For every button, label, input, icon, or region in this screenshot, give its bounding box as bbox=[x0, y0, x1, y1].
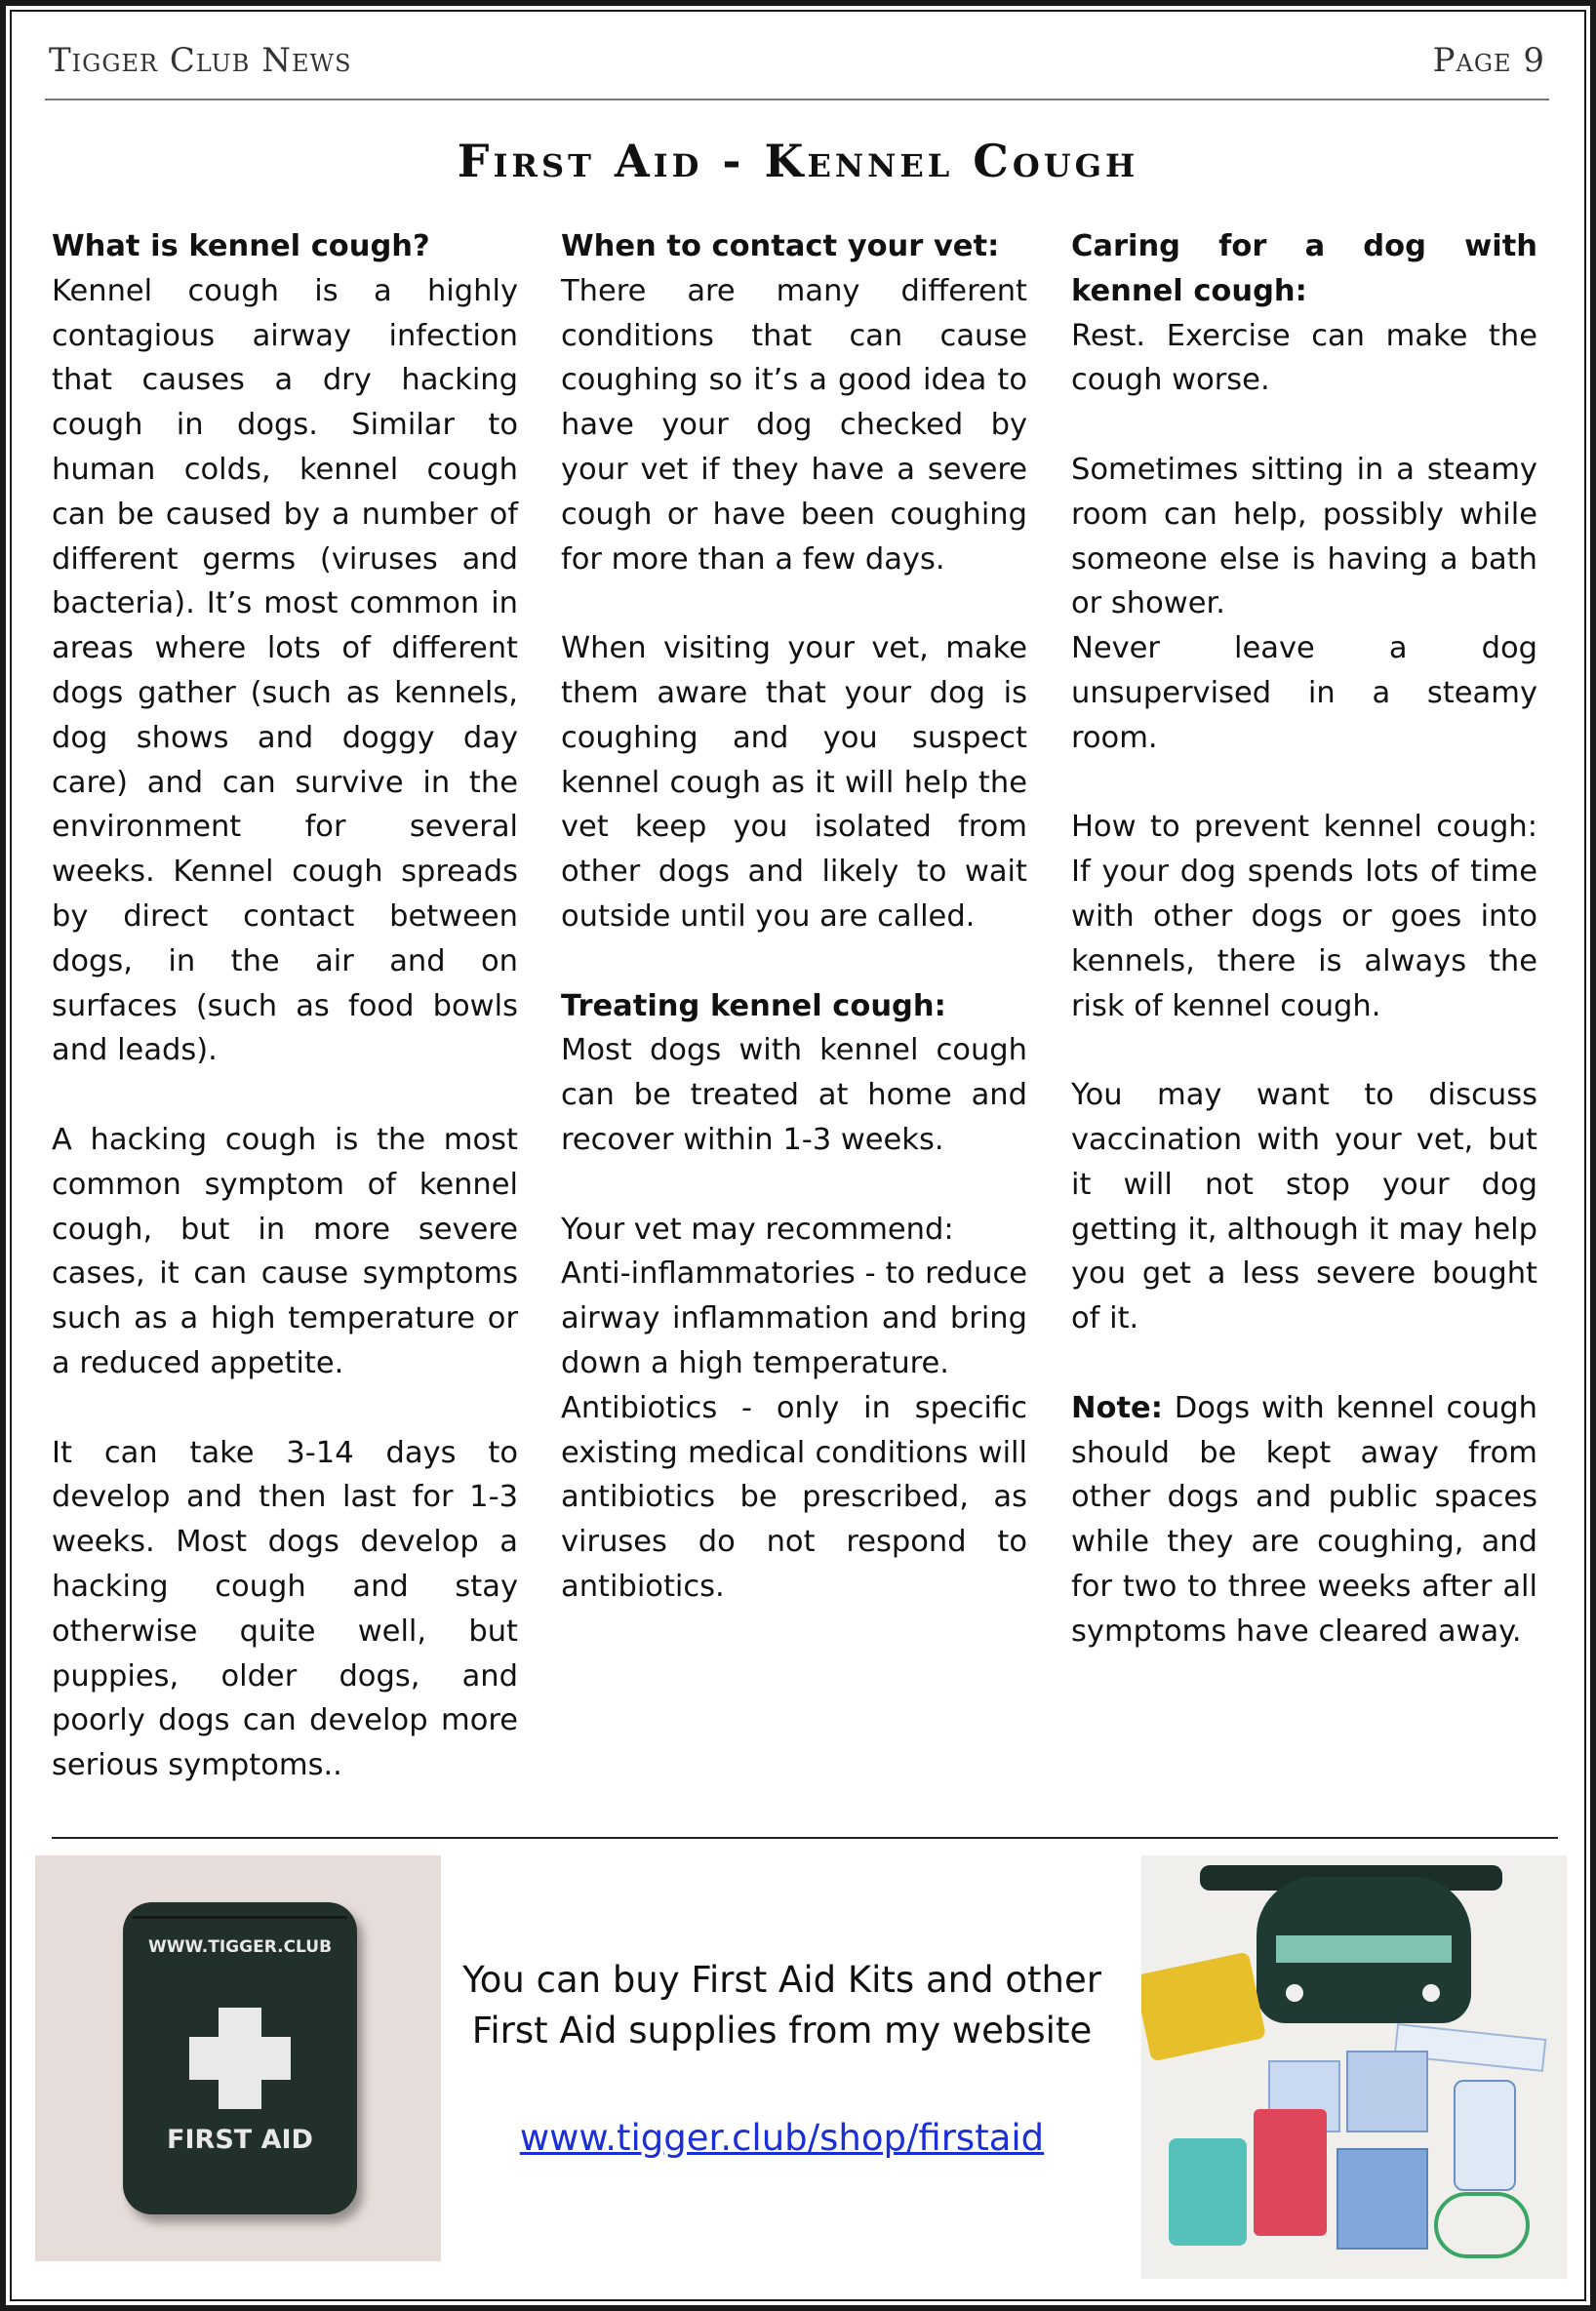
page-number: Page 9 bbox=[1432, 41, 1545, 80]
kit-bag bbox=[123, 1902, 357, 2214]
footer-divider bbox=[52, 1837, 1558, 1839]
instruction-card bbox=[1337, 2148, 1428, 2250]
paragraph: Anti-inflammatories - to reduce airway inflammation and bring down a high temperature. bbox=[561, 1256, 1027, 1380]
paragraph: Your vet may recommend: bbox=[561, 1212, 954, 1247]
paragraph: There are many different conditions that can cause coughing so it’s a good idea to have your dog checked by your vet if they have a severe cough or have been coughing for more than a few days. bbox=[561, 273, 1027, 577]
note-paragraph bbox=[1071, 1386, 1537, 1654]
promo-line: You can buy First Aid Kits and other bbox=[462, 1959, 1101, 2001]
bandage-pack bbox=[1141, 1952, 1266, 2062]
first-aid-cross-icon bbox=[189, 2037, 291, 2080]
kit-url-text: WWW.TIGGER.CLUB bbox=[147, 1937, 333, 1957]
article-title: First Aid - Kennel Cough bbox=[457, 135, 1139, 187]
column-what-is-kennel-cough bbox=[52, 224, 518, 1788]
column-contact-and-treatment bbox=[561, 224, 1027, 1610]
paragraph: When visiting your vet, make them aware that your dog is coughing and you suspect kennel cough as it will help the vet keep you isolated from other dogs and likely to wait outside until you are called. bbox=[561, 631, 1027, 934]
paragraph: A hacking cough is the most common symptom of kennel cough, but in more severe cases, it can cause symptoms such as a high temperature or a reduced appetite. bbox=[52, 1122, 518, 1380]
paragraph: Antibiotics - only in specific existing medical conditions will antibiotics be prescribed, as viruses do not respond to antibiotics. bbox=[561, 1390, 1027, 1604]
paragraph: It can take 3-14 days to develop and then last for 1-3 weeks. Most dogs develop a hacking cough and stay otherwise quite well, but puppies, older dogs, and poorly dogs can develop more serious symptoms.. bbox=[52, 1435, 518, 1783]
paragraph: Kennel cough is a highly contagious airway infection that causes a dry hacking cough in dogs. Similar to human colds, kennel cough can be caused by a number of different germs (viruses and bacteria). It’s most common in areas where lots of different dogs gather (such as kennels, dog shows and doggy day care) and can survive in the environment for several weeks. Kennel cough spreads by direct contact between dogs, in the air and on surfaces (such as food bowls and leads). bbox=[52, 273, 518, 1068]
kit-zip bbox=[133, 1916, 347, 1919]
paragraph: Rest. Exercise can make the cough worse. bbox=[1071, 318, 1537, 398]
section-heading: What is kennel cough? bbox=[52, 229, 430, 263]
note-text: Dogs with kennel cough should be kept away from other dogs and public spaces while they are coughing, and for two to three weeks after all symptoms have cleared away. bbox=[1071, 1390, 1537, 1649]
note-label: Note: bbox=[1071, 1390, 1163, 1425]
foil-blanket bbox=[1254, 2109, 1327, 2236]
section-heading: When to contact your vet: bbox=[561, 229, 1000, 263]
saline-bottle bbox=[1454, 2080, 1516, 2191]
pouch bbox=[1257, 1877, 1471, 2023]
tape-roll bbox=[1169, 2138, 1247, 2246]
shop-link-container bbox=[444, 2113, 1120, 2164]
first-aid-supplies-photo bbox=[1141, 1855, 1567, 2279]
pouch-band bbox=[1276, 1935, 1452, 1963]
paw-icon bbox=[1286, 1984, 1303, 2002]
promo-text bbox=[444, 1955, 1120, 2056]
paragraph: Sometimes sitting in a steamy room can help, possibly while someone else is having a bath or shower. bbox=[1071, 452, 1537, 621]
section-heading: Treating kennel cough: bbox=[561, 988, 946, 1023]
paragraph: Most dogs with kennel cough can be treated at home and recover within 1-3 weeks. bbox=[561, 1033, 1027, 1157]
paragraph: How to prevent kennel cough: If your dog spends lots of time with other dogs or goes into kennels, there is always the risk of kennel cough. bbox=[1071, 810, 1537, 1023]
kit-label-text: FIRST AID bbox=[167, 2125, 313, 2155]
shop-link[interactable]: www.tigger.club/shop/firstaid bbox=[519, 2117, 1045, 2159]
paragraph: You may want to discuss vaccination with your vet, but it will not stop your dog getting it, although it may help you get a less severe bought of it. bbox=[1071, 1078, 1537, 1336]
running-head: Tigger Club News bbox=[49, 41, 352, 80]
first-aid-kit-photo bbox=[35, 1855, 441, 2261]
column-caring bbox=[1071, 224, 1537, 1654]
paw-icon bbox=[1422, 1984, 1440, 2002]
scissors-icon bbox=[1434, 2192, 1530, 2258]
dressing-pack bbox=[1346, 2051, 1428, 2132]
header-divider bbox=[45, 99, 1549, 100]
section-heading: Caring for a dog with kennel cough: bbox=[1071, 229, 1537, 308]
paragraph: Never leave a dog unsupervised in a steamy room. bbox=[1071, 631, 1537, 755]
promo-line: First Aid supplies from my website bbox=[471, 2010, 1093, 2052]
